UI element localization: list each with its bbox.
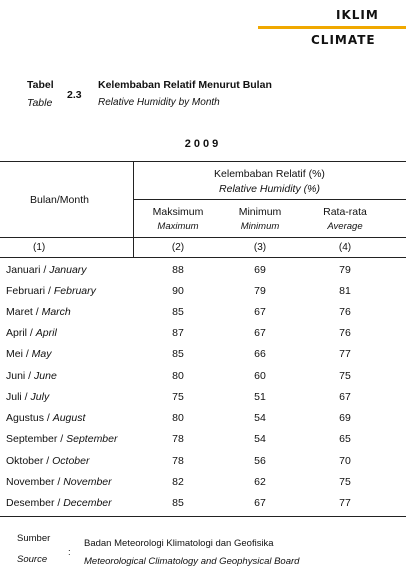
min-cell: 62	[254, 476, 266, 488]
source-text-en: Meteorological Climatology and Geophysical Board	[84, 556, 300, 567]
max-cell: 78	[172, 455, 184, 467]
month-cell: Desember / December	[6, 497, 112, 509]
subheader-rule	[133, 199, 406, 200]
min-cell: 60	[254, 370, 266, 382]
table-row	[0, 264, 406, 285]
max-cell: 80	[172, 370, 184, 382]
table-bottom-rule	[0, 516, 406, 517]
table-label-id: Tabel	[27, 79, 54, 91]
header-accent-line	[258, 26, 406, 29]
min-cell: 54	[254, 412, 266, 424]
max-cell: 82	[172, 476, 184, 488]
avg-header-id: Rata-rata	[323, 206, 367, 218]
min-cell: 69	[254, 264, 266, 276]
max-cell: 78	[172, 433, 184, 445]
max-header-id: Maksimum	[152, 206, 204, 218]
avg-cell: 75	[339, 370, 351, 382]
table-row	[0, 348, 406, 369]
table-row	[0, 433, 406, 454]
numbers-rule	[0, 257, 406, 258]
avg-cell: 70	[339, 455, 351, 467]
min-cell: 66	[254, 348, 266, 360]
table-row	[0, 455, 406, 476]
avg-cell: 69	[339, 412, 351, 424]
table-title-en: Relative Humidity by Month	[98, 97, 220, 108]
month-cell: Februari / February	[6, 285, 96, 297]
table-year: 2009	[184, 138, 222, 150]
month-cell: Oktober / October	[6, 455, 90, 467]
min-header-en: Minimum	[240, 221, 280, 232]
avg-cell: 65	[339, 433, 351, 445]
source-colon: :	[68, 547, 71, 558]
max-header-en: Maximum	[157, 221, 199, 232]
table-row	[0, 306, 406, 327]
max-cell: 88	[172, 264, 184, 276]
column-number-2: (2)	[171, 242, 185, 253]
table-row	[0, 497, 406, 518]
avg-cell: 79	[339, 264, 351, 276]
min-cell: 79	[254, 285, 266, 297]
min-cell: 67	[254, 306, 266, 318]
table-top-rule	[0, 161, 406, 162]
min-cell: 54	[254, 433, 266, 445]
avg-header-en: Average	[327, 221, 363, 232]
humidity-group-header-id: Kelembaban Relatif (%)	[214, 168, 325, 180]
month-cell: Januari / January	[6, 264, 87, 276]
humidity-group-header-en: Relative Humidity (%)	[219, 183, 320, 195]
source-text-id: Badan Meteorologi Klimatologi dan Geofisika	[84, 538, 274, 549]
max-cell: 85	[172, 348, 184, 360]
min-cell: 67	[254, 497, 266, 509]
table-row	[0, 476, 406, 497]
month-cell: Juli / July	[6, 391, 50, 403]
table-row	[0, 370, 406, 391]
table-row	[0, 412, 406, 433]
column-number-3: (3)	[253, 242, 267, 253]
avg-cell: 75	[339, 476, 351, 488]
avg-cell: 76	[339, 306, 351, 318]
avg-cell: 77	[339, 348, 351, 360]
column-number-4: (4)	[338, 242, 352, 253]
column-number-1: (1)	[33, 242, 46, 253]
max-cell: 80	[172, 412, 184, 424]
max-cell: 75	[172, 391, 184, 403]
source-label-id: Sumber	[17, 533, 51, 544]
max-cell: 87	[172, 327, 184, 339]
month-cell: Maret / March	[6, 306, 71, 318]
month-cell: September / September	[6, 433, 118, 445]
max-cell: 85	[172, 306, 184, 318]
avg-cell: 77	[339, 497, 351, 509]
table-label-en: Table	[27, 97, 53, 109]
month-cell: April / April	[6, 327, 57, 339]
max-cell: 85	[172, 497, 184, 509]
month-cell: Mei / May	[6, 348, 52, 360]
min-header-id: Minimum	[238, 206, 282, 218]
min-cell: 51	[254, 391, 266, 403]
table-title-id: Kelembaban Relatif Menurut Bulan	[98, 79, 272, 91]
max-cell: 90	[172, 285, 184, 297]
header-iklim: IKLIM	[336, 8, 379, 22]
avg-cell: 76	[339, 327, 351, 339]
month-column-header: Bulan/Month	[30, 194, 89, 206]
header-climate: CLIMATE	[311, 33, 376, 47]
month-cell: Juni / June	[6, 370, 57, 382]
avg-cell: 81	[339, 285, 351, 297]
month-cell: Agustus / August	[6, 412, 86, 424]
table-number: 2.3	[67, 89, 82, 101]
table-row	[0, 285, 406, 306]
table-row	[0, 327, 406, 348]
avg-cell: 67	[339, 391, 351, 403]
min-cell: 67	[254, 327, 266, 339]
header-bottom-rule	[0, 237, 406, 238]
month-cell: November / November	[6, 476, 112, 488]
min-cell: 56	[254, 455, 266, 467]
table-row	[0, 391, 406, 412]
source-label-en: Source	[17, 554, 48, 565]
